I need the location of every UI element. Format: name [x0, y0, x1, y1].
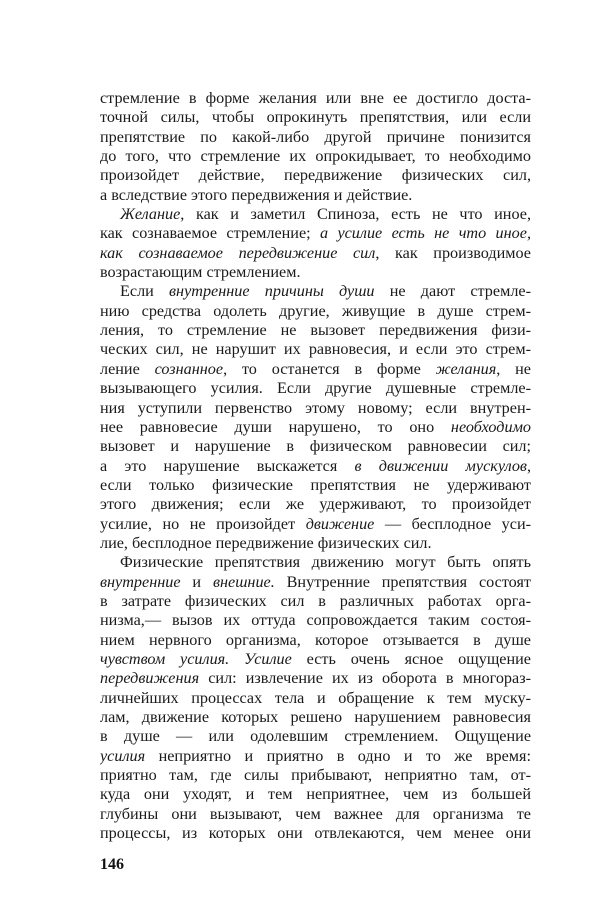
italic-text: в движении мускулов: [354, 456, 527, 475]
text-line: [100, 89, 531, 108]
text-line: [100, 515, 531, 534]
text-segment: неприятно и приятно в одно и то же время:: [145, 746, 531, 765]
text-line: [100, 418, 531, 437]
text-line: [100, 766, 531, 785]
text-line: [100, 785, 531, 804]
text-segment: Если: [120, 282, 170, 301]
text-line: [100, 805, 531, 824]
text-segment: нию средства одолеть другие, живущие в душе стрем-: [100, 301, 531, 320]
text-segment: если только физические препятствия не удерживают: [100, 475, 531, 494]
text-segment: а это нарушение выскажется: [100, 456, 355, 475]
text-segment: Внутренние препятствия состоят: [274, 572, 531, 591]
text-line: [100, 495, 531, 514]
text-line: [100, 669, 531, 688]
text-line: [100, 476, 531, 495]
text-line: [100, 302, 531, 321]
text-line: [100, 360, 531, 379]
page-number: 146: [100, 856, 124, 873]
text-line: [100, 727, 531, 746]
text-line: [100, 205, 531, 224]
text-segment: сил: извлечение их из оборота в многораз-: [199, 669, 531, 688]
text-line: [100, 263, 531, 282]
text-line: [100, 553, 531, 572]
text-segment: куда они уходят, и тем неприятнее, чем из большей: [100, 785, 531, 804]
italic-text: необходимо: [450, 417, 531, 436]
text-line: [100, 399, 531, 418]
text-segment: низма,— вызов их оттуда сопровождается таким состоя-: [100, 611, 531, 630]
text-segment: приятно там, где силы прибывают, неприятно там, от-: [100, 766, 531, 785]
text-segment: , как производимое: [375, 243, 531, 262]
text-line: [100, 108, 531, 127]
text-segment: нее равновесие души нарушено, то оно: [100, 417, 451, 436]
text-segment: личнейших процессах тела и обращение к тем муску-: [100, 688, 531, 707]
text-line: [100, 631, 531, 650]
text-segment: и: [180, 572, 213, 591]
text-segment: Физические препятствия движению могут быть опять: [120, 553, 531, 572]
text-segment: а вследствие этого передвижения и действие.: [100, 185, 413, 204]
text-line: [100, 321, 531, 340]
text-line: [100, 224, 531, 243]
book-page-text: [100, 89, 531, 843]
italic-text: желания: [435, 359, 497, 378]
text-segment: точной силы, чтобы опрокинуть препятствия, или если: [100, 108, 531, 127]
text-segment: , не: [496, 359, 531, 378]
text-segment: процессы, из которых они отвлекаются, чем менее они: [100, 824, 531, 843]
text-segment: нием нервного организма, которое отзывается в душе: [100, 630, 531, 649]
text-line: [100, 166, 531, 185]
text-segment: этого движения; если же удерживают, то произойдет: [100, 495, 531, 514]
text-segment: ,: [526, 456, 531, 475]
italic-text: усилия: [100, 746, 146, 765]
italic-text: сознанное: [154, 359, 224, 378]
text-segment: не дают стремле-: [374, 282, 531, 301]
text-segment: усилие, но не произойдет: [100, 514, 306, 533]
text-line: [100, 573, 531, 592]
text-segment: лам, движение которых решено нарушением равновесия: [100, 708, 531, 726]
italic-text: чувством усилия. Усилие: [100, 649, 292, 668]
text-line: [100, 457, 531, 476]
italic-text: внешние.: [212, 572, 275, 591]
text-segment: — бесплодное уси-: [374, 514, 531, 533]
text-segment: стремление в форме желания или вне ее достигло доста-: [100, 89, 531, 107]
italic-text: внутренние: [100, 572, 181, 591]
text-segment: ния уступили первенство этому новому; если внутрен-: [100, 398, 531, 417]
text-line: [100, 611, 531, 630]
text-line: [100, 147, 531, 166]
text-segment: ления, то стремление не вызовет передвижения физи-: [100, 321, 531, 340]
text-line: [100, 128, 531, 147]
italic-text: как сознаваемое передвижение сил: [100, 243, 376, 262]
text-segment: как сознаваемое стремление;: [100, 224, 320, 243]
text-segment: возрастающим стремлением.: [100, 263, 301, 282]
italic-text: Желание: [120, 205, 181, 224]
text-segment: вызовет и нарушение в физическом равновесии сил;: [100, 437, 531, 456]
italic-text: движение: [305, 514, 375, 533]
text-line: [100, 747, 531, 766]
text-line: [100, 379, 531, 398]
text-segment: вызывающего усилия. Если другие душевные стремле-: [100, 379, 531, 398]
text-segment: есть очень ясное ощущение: [291, 649, 531, 668]
text-segment: до того, что стремление их опрокидывает, то необходимо: [100, 147, 531, 166]
text-line: [100, 186, 531, 205]
text-segment: , то останется в форме: [223, 359, 436, 378]
text-line: [100, 650, 531, 669]
text-line: [100, 534, 531, 553]
text-segment: произойдет действие, передвижение физических сил,: [100, 166, 531, 185]
text-segment: ление: [100, 359, 155, 378]
text-segment: в душе — или одолевшим стремлением. Ощущение: [100, 727, 531, 746]
text-segment: , как и заметил Спиноза, есть не что иное,: [180, 205, 531, 224]
text-segment: глубины они вызывают, чем важнее для организма те: [100, 804, 531, 823]
text-segment: ческих сил, не нарушит их равновесия, и если это стрем-: [100, 340, 531, 359]
text-segment: в затрате физических сил в различных работах орга-: [100, 591, 531, 610]
text-line: [100, 340, 531, 359]
text-segment: препятствие по какой-либо другой причине понизится: [100, 127, 531, 146]
text-line: [100, 708, 531, 727]
text-line: [100, 282, 531, 301]
italic-text: а усилие есть не что иное,: [320, 224, 531, 243]
text-line: [100, 437, 531, 456]
text-segment: лие, бесплодное передвижение физических сил.: [100, 533, 432, 552]
text-line: [100, 824, 531, 843]
text-line: [100, 592, 531, 611]
italic-text: передвижения: [100, 669, 200, 688]
text-line: [100, 689, 531, 708]
italic-text: внутренние причины души: [169, 282, 375, 301]
text-line: [100, 244, 531, 263]
